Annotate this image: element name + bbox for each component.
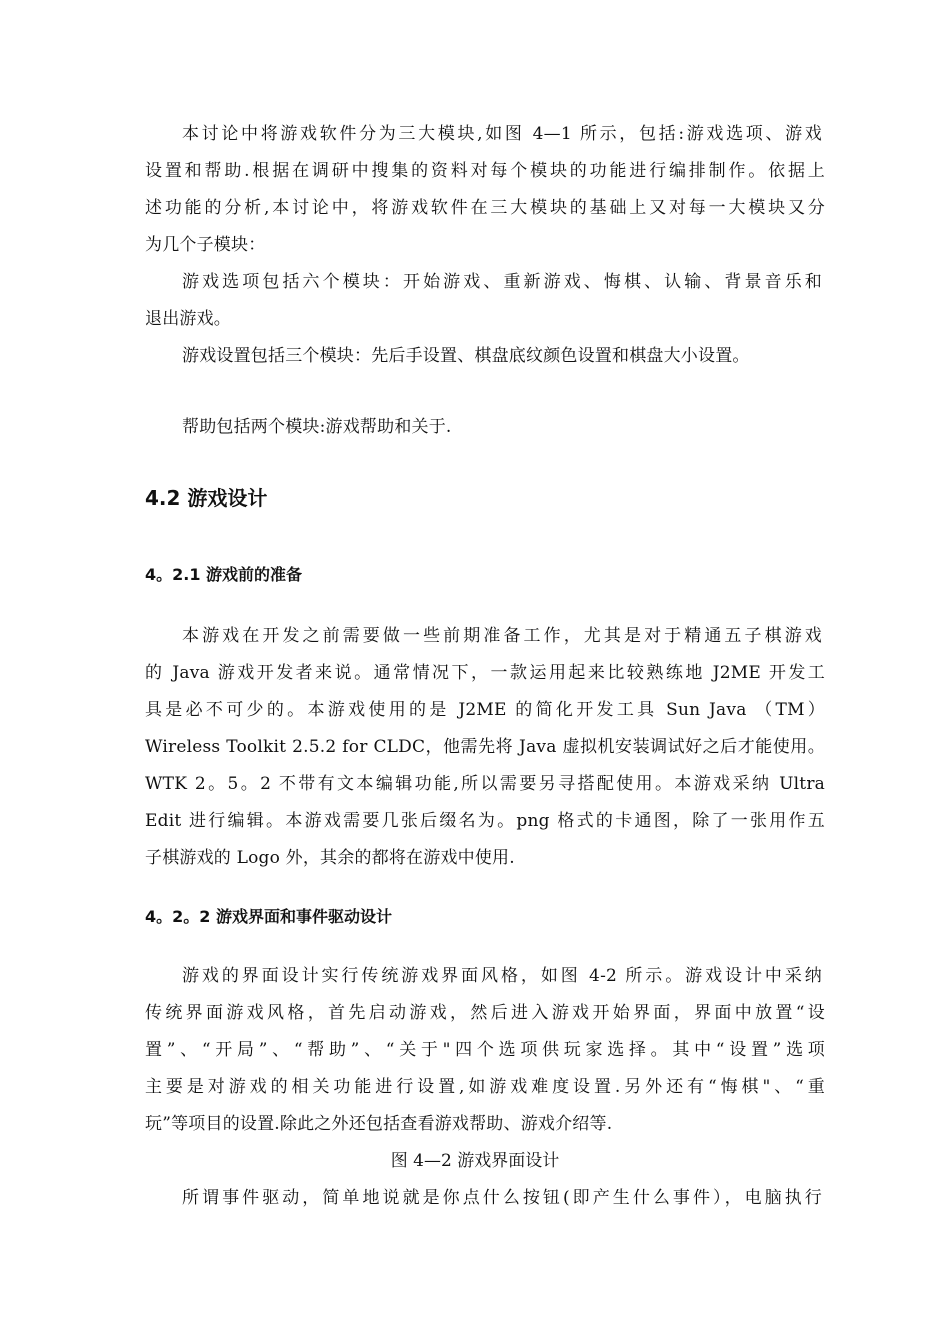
paragraph-line: Edit 进行编辑。本游戏需要几张后缀名为。png 格式的卡通图，除了一张用作五	[145, 811, 825, 831]
paragraph-line: 的 Java 游戏开发者来说。通常情况下，一款运用起来比较熟练地 J2ME 开发工	[145, 663, 825, 683]
paragraph-line: 具是必不可少的。本游戏使用的是 J2ME 的简化开发工具 Sun Java （TM）	[145, 700, 825, 720]
paragraph-line: 游戏选项包括六个模块：开始游戏、重新游戏、悔棋、认输、背景音乐和	[182, 272, 822, 292]
paragraph-line: Wireless Toolkit 2.5.2 for CLDC，他需先将 Java 虚拟机安装调试好之后才能使用。	[145, 737, 825, 757]
paragraph-line: 退出游戏。	[145, 309, 231, 329]
paragraph-line: 本讨论中将游戏软件分为三大模块,如图 4—1 所示，包括:游戏选项、游戏	[182, 124, 822, 144]
paragraph-line: 述功能的分析,本讨论中，将游戏软件在三大模块的基础上又对每一大模块又分	[145, 198, 825, 218]
paragraph-line: 本游戏在开发之前需要做一些前期准备工作，尤其是对于精通五子棋游戏	[182, 626, 822, 646]
paragraph-line: 置”、“开局”、“帮助”、“关于"四个选项供玩家选择。其中“设置”选项	[145, 1040, 825, 1060]
paragraph-line: 主要是对游戏的相关功能进行设置,如游戏难度设置.另外还有“悔棋"、“重	[145, 1077, 825, 1097]
paragraph-line: 游戏的界面设计实行传统游戏界面风格，如图 4-2 所示。游戏设计中采纳	[182, 966, 822, 986]
paragraph-line: 所谓事件驱动，简单地说就是你点什么按钮(即产生什么事件），电脑执行	[182, 1188, 822, 1208]
paragraph-line: 玩”等项目的设置.除此之外还包括查看游戏帮助、游戏介绍等.	[145, 1114, 613, 1134]
section-heading: 4.2 游戏设计	[145, 486, 268, 510]
paragraph-line: WTK 2。5。2 不带有文本编辑功能,所以需要另寻搭配使用。本游戏采纳 Ultra	[145, 774, 825, 794]
paragraph-line: 游戏设置包括三个模块：先后手设置、棋盘底纹颜色设置和棋盘大小设置。	[182, 346, 750, 366]
paragraph-line: 子棋游戏的 Logo 外，其余的都将在游戏中使用.	[145, 848, 515, 868]
paragraph-line: 帮助包括两个模块:游戏帮助和关于.	[182, 417, 452, 437]
figure-caption: 图 4—2 游戏界面设计	[390, 1151, 560, 1171]
subsection-heading: 4。2。2 游戏界面和事件驱动设计	[145, 907, 392, 926]
paragraph-line: 传统界面游戏风格，首先启动游戏，然后进入游戏开始界面，界面中放置“设	[145, 1003, 825, 1023]
paragraph-line: 设置和帮助.根据在调研中搜集的资料对每个模块的功能进行编排制作。依据上	[145, 161, 825, 181]
subsection-heading: 4。2.1 游戏前的准备	[145, 565, 303, 584]
paragraph-line: 为几个子模块：	[145, 235, 266, 255]
